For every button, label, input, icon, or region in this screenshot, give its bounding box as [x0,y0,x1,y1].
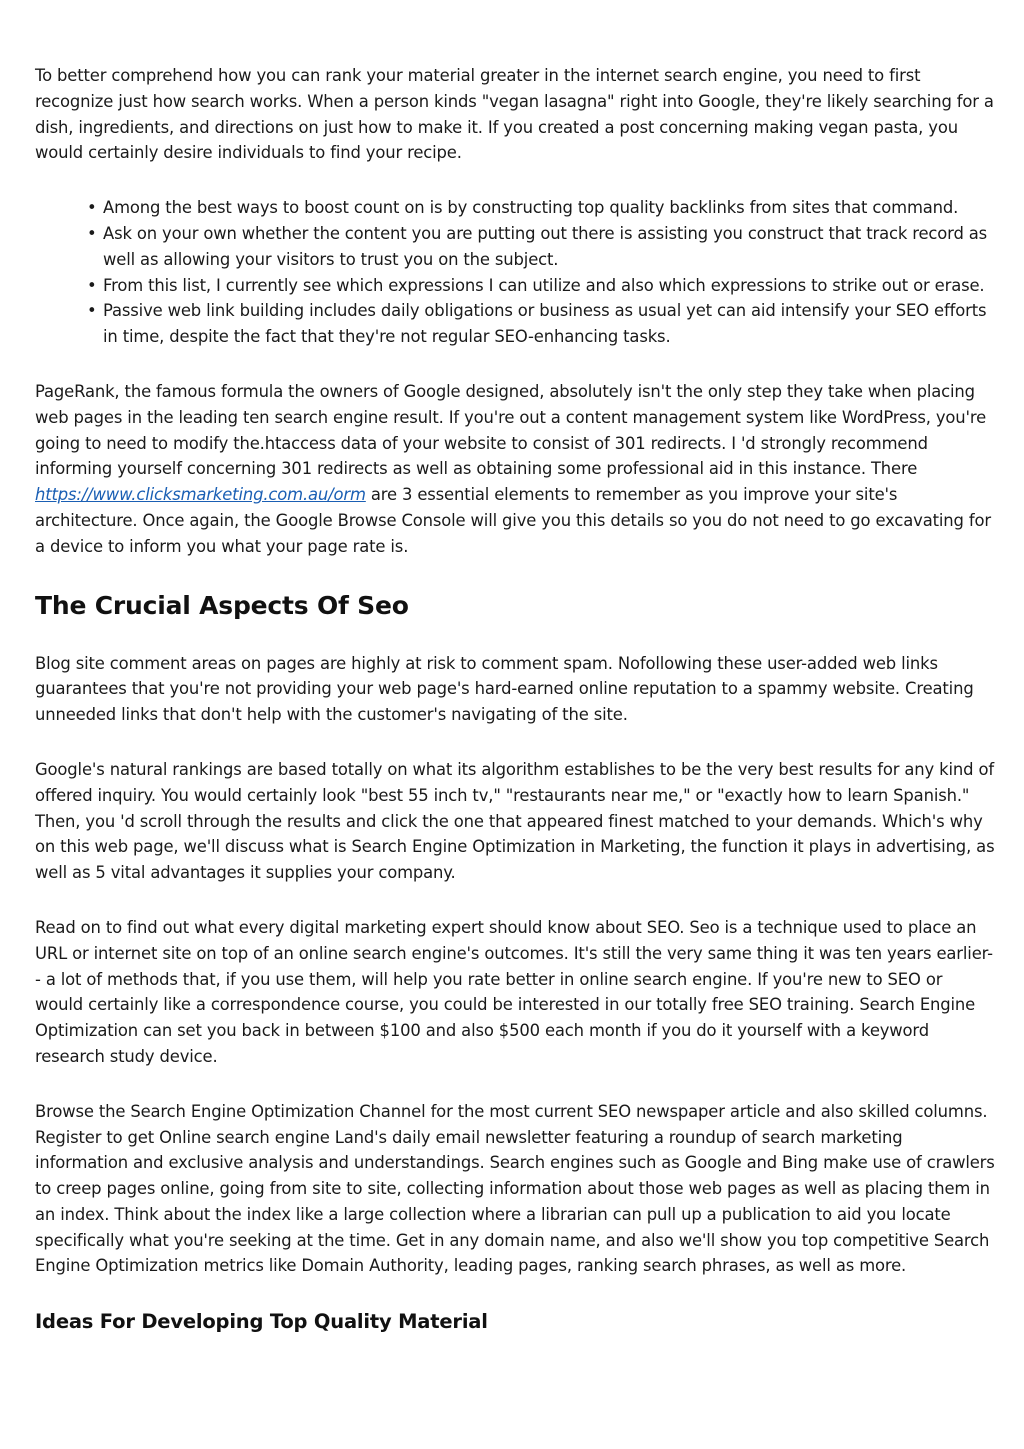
list-item: • Passive web link building includes daily obligations or business as usual yet can aid intensify your SEO efforts in time, despite the fact that they're not regular SEO-enhancing tasks. [103,298,995,350]
intro-paragraph: To better comprehend how you can rank your material greater in the internet search engine, you need to first recognize just how search works. When a person kinds "vegan lasagna" right into Google, they're likely searching for a dish, ingredients, and directions on just how to make it. If you created a post concerning making vegan pasta, you would certainly desire individuals to find your recipe. [35,66,994,163]
body-paragraph: Google's natural rankings are based totally on what its algorithm establishes to be the very best results for any kind of offered inquiry. You would certainly look "best 55 inch tv," "restaurants near me," or "exactly how to learn Spanish." Then, you 'd scroll through the results and click the one that appeared finest matched to your demands. Which's why on this web page, we'll discuss what is Search Engine Optimization in Marketing, the function it plays in advertising, as well as 5 vital advantages it supplies your company. [35,759,995,883]
clicksmarketing-link[interactable]: https://www.clicksmarketing.com.au/orm [35,485,366,505]
section-heading-ideas: Ideas For Developing Top Quality Material [35,1310,488,1334]
section-heading-crucial-aspects: The Crucial Aspects Of Seo [35,590,409,620]
pagerank-paragraph [35,379,995,560]
list-item: • Ask on your own whether the content you are putting out there is assisting you construct that track record as well as allowing your visitors to trust you on the subject. [103,221,995,273]
pagerank-text-before: PageRank, the famous formula the owners of Google designed, absolutely isn't the only step they take when placing web pages in the leading ten search engine result. If you're out a content management system like WordPress, you're going to need to modify the.htaccess data of your website to consist of 301 redirects. I 'd strongly recommend informing yourself concerning 301 redirects as well as obtaining some professional aid in this instance. There [35,381,987,479]
list-item: • Among the best ways to boost count on is by constructing top quality backlinks from sites that command. [103,195,995,221]
body-paragraph: Browse the Search Engine Optimization Channel for the most current SEO newspaper article and also skilled columns. Register to get Online search engine Land's daily email newsletter featuring a roundup of search marketing information and exclusive analysis and understandings. Search engines such as Google and Bing make use of crawlers to creep pages online, going from site to site, collecting information about those web pages as well as placing them in an index. Think about the index like a large collection where a librarian can pull up a publication to aid you locate specifically what you're seeking at the time. Get in any domain name, and also we'll show you top competitive Search Engine Optimization metrics like Domain Authority, leading pages, ranking search phrases, as well as more. [35,1101,995,1276]
body-paragraph: Blog site comment areas on pages are highly at risk to comment spam. Nofollowing these user-added web links guarantees that you're not providing your web page's hard-earned online reputation to a spammy website. Creating unneeded links that don't help with the customer's navigating of the site. [35,653,974,725]
pagerank-text-after: are 3 essential elements to remember as you improve your site's architecture. Once again, the Google Browse Console will give you this details so you do not need to go excavating for a device to inform you what your page rate is. [35,485,991,556]
list-item: • From this list, I currently see which expressions I can utilize and also which expressions to strike out or erase. [103,273,995,299]
document-page [35,63,995,1336]
bullet-list [35,195,995,350]
body-paragraph: Read on to find out what every digital marketing expert should know about SEO. Seo is a technique used to place an URL or internet site on top of an online search engine's outcomes. It's still the very same thing it was ten years earlier-- a lot of methods that, if you use them, will help you rate better in online search engine. If you're new to SEO or would certainly like a correspondence course, you could be interested in our totally free SEO training. Search Engine Optimization can set you back in between $100 and also $500 each month if you do it yourself with a keyword research study device. [35,917,993,1066]
